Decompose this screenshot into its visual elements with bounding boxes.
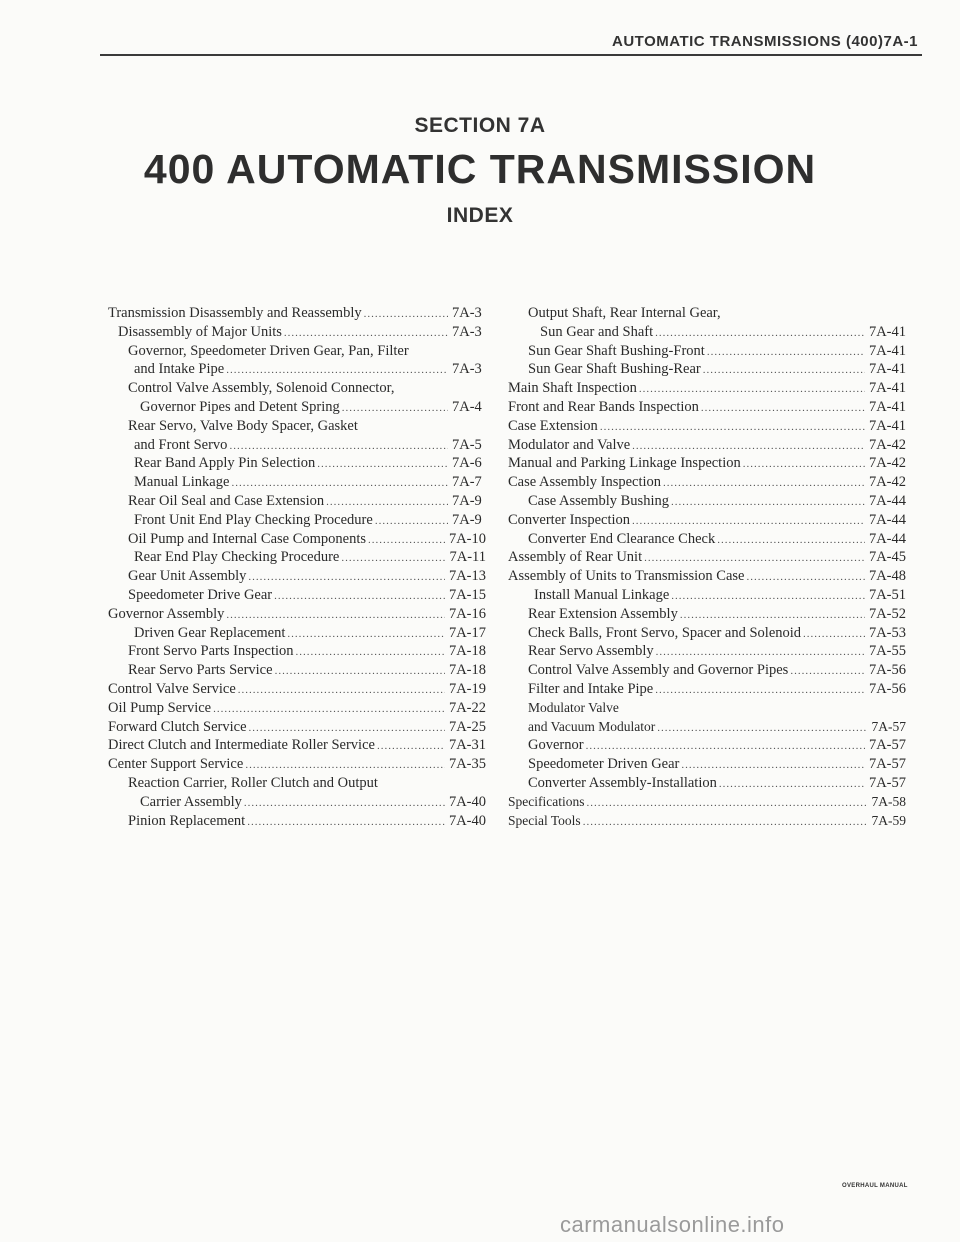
dot-leader (586, 794, 867, 813)
index-entry-page: 7A-41 (868, 323, 906, 340)
dot-leader (248, 568, 445, 587)
index-entry (508, 360, 906, 379)
dot-leader (680, 606, 865, 625)
index-entry (508, 304, 906, 323)
dot-leader (586, 737, 865, 756)
dot-leader (287, 625, 445, 644)
index-entry (108, 699, 486, 718)
dot-leader (326, 493, 448, 512)
index-entry-page: 7A-18 (448, 643, 486, 660)
index-entry (108, 454, 486, 473)
index-entry (508, 530, 906, 549)
dot-leader (238, 681, 445, 700)
index-entry-title: Modulator and Valve (508, 436, 631, 453)
index-entry (508, 342, 906, 361)
index-entry-page: 7A-10 (448, 530, 486, 547)
index-entry-title: Front and Rear Bands Inspection (508, 398, 699, 415)
index-entry (508, 473, 906, 492)
index-entry-page: 7A-35 (448, 756, 486, 773)
index-entry-title: Special Tools (508, 812, 581, 828)
index-entry-title: Governor Pipes and Detent Spring (140, 398, 340, 415)
index-entry-page: 7A-3 (452, 305, 482, 321)
index-entry (108, 436, 486, 455)
index-entry-page: 7A-19 (448, 680, 486, 697)
index-entry (508, 774, 906, 793)
index-entry-title: and Vacuum Modulator (528, 718, 656, 734)
index-entry (508, 812, 906, 831)
dot-leader (341, 549, 445, 568)
dot-leader (317, 455, 448, 474)
index-entry (108, 398, 486, 417)
dot-leader (244, 794, 445, 813)
index-entry (508, 793, 906, 812)
index-entry-title: Oil Pump and Internal Case Components (128, 530, 367, 547)
index-entry (108, 417, 486, 436)
index-entry (508, 398, 906, 417)
index-entry-title: Rear Servo, Valve Body Spacer, Gasket (128, 417, 358, 434)
dot-leader (226, 606, 445, 625)
index-entry-title: Sun Gear and Shaft (540, 323, 654, 340)
index-entry (108, 774, 486, 793)
index-entry-title: Converter Inspection (508, 511, 631, 528)
index-entry-title: Direct Clutch and Intermediate Roller Service (108, 737, 375, 754)
index-entry-title: Manual Linkage (134, 474, 230, 491)
index-entry-title: Transmission Disassembly and Reassembly (108, 305, 362, 321)
index-entry-title: Converter Assembly-Installation (528, 774, 717, 791)
index-entry-title: Control Valve Service (108, 680, 236, 697)
index-entry-page: 7A-40 (448, 812, 486, 829)
index-entry-title: Disassembly of Major Units (118, 323, 282, 340)
running-header: AUTOMATIC TRANSMISSIONS (400)7A-1 (612, 33, 918, 50)
index-entry-title: Sun Gear Shaft Bushing-Rear (528, 361, 701, 378)
index-entry (508, 548, 906, 567)
dot-leader (681, 756, 865, 775)
index-entry-title: Reaction Carrier, Roller Clutch and Output (128, 774, 378, 791)
index-entry-title: Governor Assembly (108, 605, 225, 622)
index-entry (508, 605, 906, 624)
index-entry-title: Sun Gear Shaft Bushing-Front (528, 342, 705, 359)
dot-leader (656, 643, 865, 662)
index-entry-page: 7A-52 (868, 605, 906, 622)
index-entry (508, 624, 906, 643)
index-entry-title: Install Manual Linkage (534, 586, 670, 603)
index-entry-page: 7A-55 (868, 643, 906, 660)
index-entry-page: 7A-44 (868, 530, 906, 547)
index-entry-page: 7A-45 (868, 549, 906, 566)
dot-leader (368, 531, 445, 550)
index-entry (508, 755, 906, 774)
index-entry-title: Main Shaft Inspection (508, 380, 637, 397)
index-entry (508, 492, 906, 511)
index-entry-page: 7A-41 (868, 380, 906, 397)
index-entry (108, 586, 486, 605)
index-entry (108, 680, 486, 699)
index-entry (108, 379, 486, 398)
dot-leader (746, 568, 864, 587)
dot-leader (671, 493, 865, 512)
index-entry-title: Rear End Play Checking Procedure (134, 549, 340, 566)
index-entry-page: 7A-58 (871, 793, 906, 809)
section-label: SECTION 7A (414, 114, 546, 137)
index-entry-page: 7A-5 (452, 436, 482, 453)
index-entry (108, 530, 486, 549)
index-entry (108, 605, 486, 624)
index-entry-title: Carrier Assembly (140, 793, 242, 810)
index-entry-title: Governor, Speedometer Driven Gear, Pan, Filter (128, 342, 409, 359)
index-entry-title: Center Support Service (108, 756, 244, 773)
index-entry-page: 7A-25 (448, 718, 486, 735)
index-entry-page: 7A-42 (868, 455, 906, 472)
index-entry-title: and Front Servo (134, 436, 228, 453)
dot-leader (671, 587, 865, 606)
index-entry-page: 7A-56 (868, 662, 906, 679)
dot-leader (600, 418, 865, 437)
index-entry-page: 7A-9 (452, 511, 482, 528)
index-entry (108, 323, 486, 342)
index-entry-title: Speedometer Drive Gear (128, 586, 273, 603)
dot-leader (701, 399, 865, 418)
dot-leader (644, 549, 865, 568)
index-entry (508, 511, 906, 530)
index-entry (108, 812, 486, 831)
index-entry-page: 7A-53 (868, 624, 906, 641)
index-entry (108, 661, 486, 680)
index-entry (508, 661, 906, 680)
index-entry-title: Gear Unit Assembly (128, 568, 247, 585)
dot-leader (364, 305, 448, 324)
index-entry-page: 7A-15 (448, 586, 486, 603)
index-entry-page: 7A-57 (868, 737, 906, 754)
dot-leader (229, 437, 448, 456)
index-column-left (108, 304, 486, 830)
dot-leader (639, 380, 865, 399)
index-entry-page: 7A-41 (868, 398, 906, 415)
index-entry (108, 492, 486, 511)
index-entry-page: 7A-18 (448, 662, 486, 679)
index-entry-page: 7A-6 (452, 455, 482, 472)
index-entry-page: 7A-41 (868, 361, 906, 378)
index-entry-title: and Intake Pipe (134, 361, 225, 378)
index-entry (508, 379, 906, 398)
index-entry-page: 7A-59 (871, 812, 906, 828)
dot-leader (296, 643, 445, 662)
index-entry-title: Speedometer Driven Gear (528, 756, 680, 773)
index-entry (508, 699, 906, 718)
index-entry (108, 360, 486, 379)
index-entry (108, 736, 486, 755)
index-entry (108, 473, 486, 492)
dot-leader (663, 474, 865, 493)
dot-leader (249, 719, 445, 738)
dot-leader (284, 324, 448, 343)
dot-leader (655, 681, 865, 700)
index-entry-title: Converter End Clearance Check (528, 530, 716, 547)
dot-leader (743, 455, 865, 474)
index-entry (108, 548, 486, 567)
index-entry-page: 7A-31 (448, 737, 486, 754)
index-entry (108, 642, 486, 661)
index-entry-title: Forward Clutch Service (108, 718, 247, 735)
index-entry-page: 7A-22 (448, 699, 486, 716)
index-entry (508, 454, 906, 473)
index-entry (108, 718, 486, 737)
index-entry-page: 7A-57 (868, 756, 906, 773)
index-entry-page: 7A-51 (868, 586, 906, 603)
index-entry (508, 417, 906, 436)
index-entry-title: Filter and Intake Pipe (528, 680, 654, 697)
index-entry (508, 567, 906, 586)
dot-leader (707, 343, 865, 362)
index-entry-page: 7A-9 (452, 492, 482, 509)
overhaul-manual-label: OVERHAUL MANUAL (842, 1183, 908, 1189)
index-entry-title: Rear Extension Assembly (528, 605, 678, 622)
index-entry (108, 567, 486, 586)
index-entry-title: Check Balls, Front Servo, Spacer and Solenoid (528, 624, 802, 641)
index-entry-page: 7A-57 (871, 718, 906, 734)
dot-leader (274, 587, 445, 606)
dot-leader (375, 512, 448, 531)
index-entry-title: Governor (528, 737, 584, 754)
index-entry-title: Rear Servo Assembly (528, 643, 654, 660)
index-entry-title: Rear Servo Parts Service (128, 662, 273, 679)
dot-leader (583, 813, 868, 832)
dot-leader (655, 324, 865, 343)
index-heading: INDEX (446, 204, 514, 227)
dot-leader (703, 361, 865, 380)
index-entry-page: 7A-4 (452, 398, 482, 415)
index-entry-page: 7A-57 (868, 774, 906, 791)
index-entry (108, 624, 486, 643)
index-entry (508, 680, 906, 699)
index-entry (108, 304, 486, 323)
watermark: carmanualsonline.info (560, 1212, 785, 1237)
index-entry-page: 7A-40 (448, 793, 486, 810)
index-entry-title: Case Assembly Inspection (508, 474, 662, 491)
index-entry-page: 7A-41 (868, 342, 906, 359)
dot-leader (717, 531, 865, 550)
dot-leader (790, 662, 865, 681)
index-entry-page: 7A-56 (868, 680, 906, 697)
dot-leader (719, 775, 865, 794)
dot-leader (657, 719, 867, 738)
index-entry-page: 7A-17 (448, 624, 486, 641)
index-entry-page: 7A-3 (452, 323, 482, 340)
index-entry (108, 342, 486, 361)
dot-leader (245, 756, 445, 775)
dot-leader (226, 361, 448, 380)
index-entry (508, 586, 906, 605)
page-header (100, 30, 922, 56)
dot-leader (275, 662, 445, 681)
dot-leader (632, 437, 865, 456)
index-entry (508, 323, 906, 342)
index-entry-title: Specifications (508, 793, 585, 809)
index-entry-page: 7A-11 (449, 549, 486, 566)
index-entry-title: Rear Band Apply Pin Selection (134, 455, 316, 472)
index-entry (508, 436, 906, 455)
index-entry-title: Case Extension (508, 417, 598, 434)
index-entry (508, 642, 906, 661)
index-entry-page: 7A-44 (868, 492, 906, 509)
dot-leader (213, 700, 445, 719)
index-entry-title: Rear Oil Seal and Case Extension (128, 492, 325, 509)
index-entry-title: Front Unit End Play Checking Procedure (134, 511, 373, 528)
index-entry-title: Assembly of Rear Unit (508, 549, 643, 566)
index-entry (108, 793, 486, 812)
dot-leader (247, 813, 445, 832)
index-entry (108, 755, 486, 774)
dot-leader (377, 737, 445, 756)
index-entry-page: 7A-16 (448, 605, 486, 622)
index-entry-title: Control Valve Assembly, Solenoid Connector, (128, 380, 395, 397)
page-title: 400 AUTOMATIC TRANSMISSION (143, 146, 817, 192)
index-entry-page: 7A-7 (452, 474, 482, 491)
dot-leader (231, 474, 448, 493)
index-entry-title: Front Servo Parts Inspection (128, 643, 294, 660)
index-entry-title: Assembly of Units to Transmission Case (508, 568, 745, 585)
index-entry-page: 7A-42 (868, 474, 906, 491)
dot-leader (342, 399, 448, 418)
index-entry-title: Modulator Valve (528, 699, 619, 715)
index-entry-title: Oil Pump Service (108, 699, 212, 716)
index-entry-title: Pinion Replacement (128, 812, 246, 829)
index-entry-page: 7A-41 (868, 417, 906, 434)
index-column-right (508, 304, 906, 830)
index-entry (108, 511, 486, 530)
index-entry-title: Control Valve Assembly and Governor Pipes (528, 662, 789, 679)
index-entry-title: Manual and Parking Linkage Inspection (508, 455, 741, 472)
index-entry-page: 7A-42 (868, 436, 906, 453)
index-entry (508, 736, 906, 755)
index-entry-page: 7A-44 (868, 511, 906, 528)
index-entry-title: Driven Gear Replacement (134, 624, 286, 641)
index-entry-page: 7A-3 (452, 361, 482, 378)
dot-leader (803, 625, 865, 644)
index-entry (508, 718, 906, 737)
dot-leader (632, 512, 865, 531)
index-entry-page: 7A-13 (448, 568, 486, 585)
index-entry-page: 7A-48 (868, 568, 906, 585)
index-entry-title: Output Shaft, Rear Internal Gear, (528, 305, 721, 321)
index-entry-title: Case Assembly Bushing (528, 492, 669, 509)
